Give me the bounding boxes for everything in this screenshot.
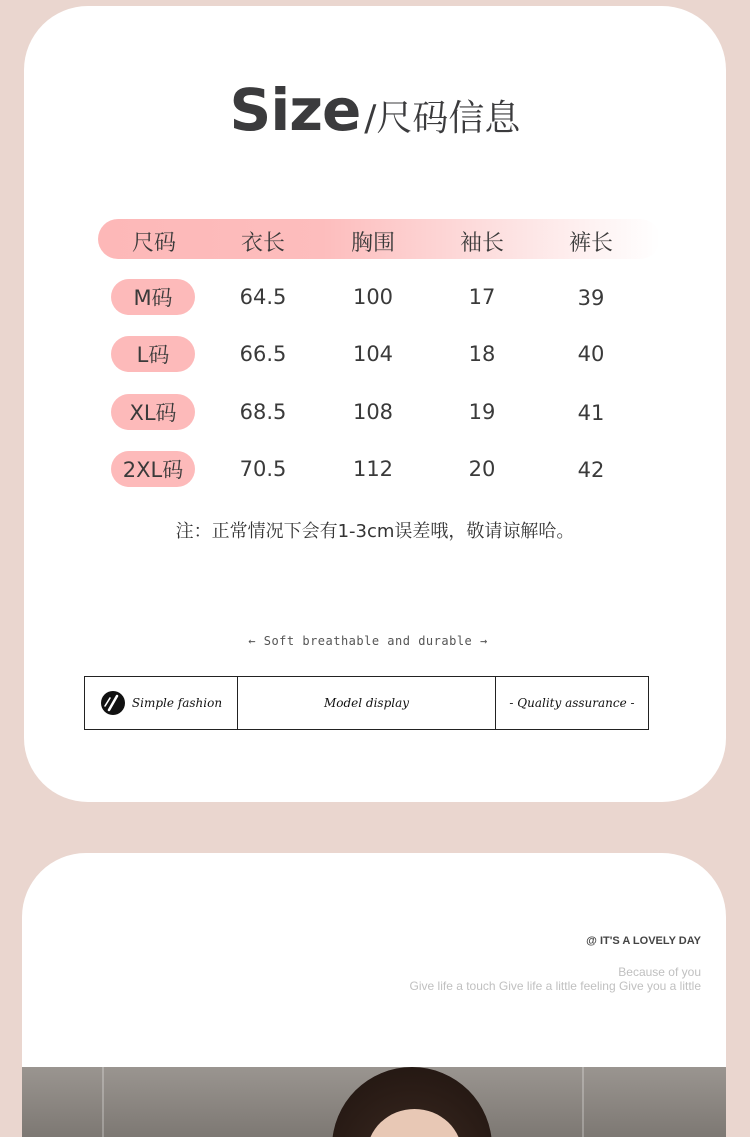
table-cell: 64.5 <box>239 285 287 309</box>
title-size-cn: /尺码信息 <box>364 98 521 139</box>
table-cell: 66.5 <box>239 342 287 366</box>
size-pill-2xl: 2XL码 <box>111 451 195 487</box>
give-life-text: Give life a touch Give life a little feeling Give you a little <box>409 979 701 993</box>
table-cell: 19 <box>468 400 496 424</box>
table-cell: 108 <box>352 400 394 424</box>
table-cell: 100 <box>352 285 394 309</box>
table-cell: 68.5 <box>239 400 287 424</box>
size-error-note: 注：正常情况下会有1-3cm误差哦，敬请谅解哈。 <box>175 521 575 542</box>
quality-section <box>496 677 648 729</box>
model-display-label: Model display <box>323 696 410 710</box>
background-detail <box>102 1067 104 1137</box>
quality-label: - Quality assurance - <box>509 696 635 710</box>
page-title <box>0 76 750 144</box>
table-cell: 42 <box>577 458 605 482</box>
simple-fashion-label: Simple fashion <box>131 696 223 710</box>
table-cell: 70.5 <box>239 457 287 481</box>
header-chest: 胸围 <box>350 231 396 256</box>
title-size-en: Size <box>229 76 361 144</box>
lovely-day-heading: @ IT'S A LOVELY DAY <box>586 935 701 947</box>
brand-footer-bar <box>84 676 649 730</box>
table-cell: 39 <box>577 286 605 310</box>
table-cell: 112 <box>352 457 394 481</box>
size-pill-l: L码 <box>111 336 195 372</box>
model-photo <box>22 1067 726 1137</box>
background-detail <box>582 1067 584 1137</box>
header-pants-length: 裤长 <box>568 231 614 256</box>
header-sleeve: 袖长 <box>459 231 505 256</box>
tagline: ← Soft breathable and durable → <box>248 634 488 648</box>
table-cell: 104 <box>352 342 394 366</box>
header-size: 尺码 <box>131 231 177 256</box>
table-cell: 17 <box>468 285 496 309</box>
because-of-you-text: Because of you <box>618 965 701 979</box>
simple-fashion-section <box>85 677 237 729</box>
table-cell: 18 <box>468 342 496 366</box>
table-cell: 40 <box>577 342 605 366</box>
brand-logo-icon <box>100 690 126 716</box>
model-display-section <box>238 677 495 729</box>
size-pill-m: M码 <box>111 279 195 315</box>
header-length: 衣长 <box>240 231 286 256</box>
table-cell: 20 <box>468 457 496 481</box>
table-cell: 41 <box>577 401 605 425</box>
size-pill-xl: XL码 <box>111 394 195 430</box>
